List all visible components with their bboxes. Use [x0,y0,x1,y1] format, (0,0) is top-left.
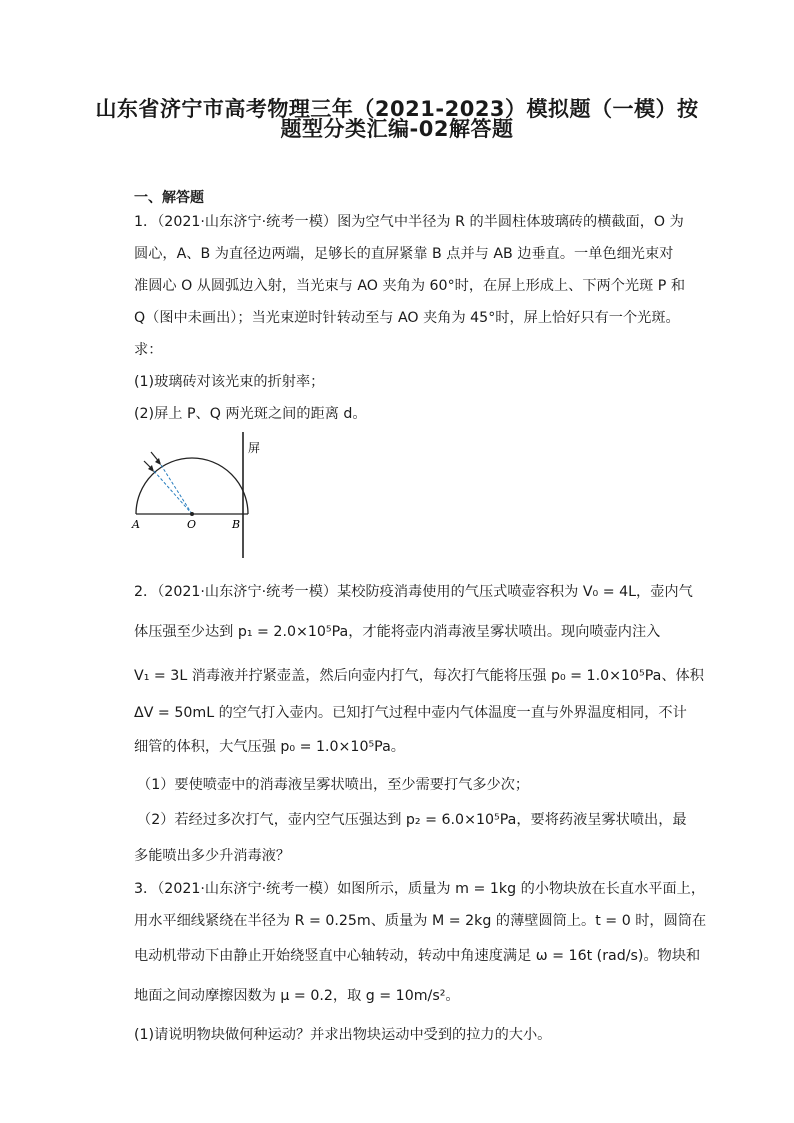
light-path-1 [154,471,192,514]
label-a: A [132,518,140,531]
page-title-line-1: 山东省济宁市高考物理三年（2021-2023）模拟题（一模）按 [95,97,699,121]
semicircle-figure [130,428,270,560]
q1-part-2: (2)屏上 P、Q 两光斑之间的距离 d。 [134,406,367,422]
q2-line-1: 2．（2021·山东济宁·统考一模）某校防疫消毒使用的气压式喷壶容积为 V₀ = 4L，壶内气 [134,584,693,600]
q1-line-4: Q（图中未画出）；当光束逆时针转动至与 AO 夹角为 45°时，屏上恰好只有一个光斑。 [134,310,680,326]
q2-line-5: 细管的体积，大气压强 p₀ = 1.0×10⁵Pa。 [134,739,405,755]
q3-line-3: 电动机带动下由静止开始绕竖直中心轴转动，转动中角速度满足 ω = 16t (rad/s)。物块和 [134,948,701,964]
q3-line-2: 用水平细线紧绕在半径为 R = 0.25m、质量为 M = 2kg 的薄壁圆筒上。t = 0 时，圆筒在 [134,913,707,929]
q1-line-2: 圆心，A、B 为直径边两端，足够长的直屏紧靠 B 点并与 AB 边垂直。一单色细光束对 [134,246,674,262]
q1-line-3: 准圆心 O 从圆弧边入射，当光束与 AO 夹角为 60°时，在屏上形成上、下两个光斑 P 和 [134,278,686,294]
light-path-2 [161,465,192,514]
page-title-line-2: 题型分类汇编-02解答题 [280,117,514,141]
q2-part-2b: 多能喷出多少升消毒液？ [134,848,291,864]
q1-line-1: 1．（2021·山东济宁·统考一模）图为空气中半径为 R 的半圆柱体玻璃砖的横截面，O 为 [134,214,684,230]
q2-line-4: ΔV = 50mL 的空气打入壶内。已知打气过程中壶内气体温度一直与外界温度相同，不计 [134,705,687,721]
label-o: O [187,518,197,531]
arrow-2-head [155,458,161,465]
q2-part-2a: （2）若经过多次打气，壶内空气压强达到 p₂ = 6.0×10⁵Pa，要将药液呈雾状喷出，最 [137,812,687,828]
section-heading: 一、解答题 [134,190,204,206]
semicircle-arc [136,458,248,514]
q2-part-1: （1）要使喷壶中的消毒液呈雾状喷出，至少需要打气多少次； [137,777,530,793]
q2-line-3: V₁ = 3L 消毒液并拧紧壶盖，然后向壶内打气，每次打气能将压强 p₀ = 1.0×10⁵Pa、体积 [134,668,704,684]
q2-line-2: 体压强至少达到 p₁ = 2.0×10⁵Pa，才能将壶内消毒液呈雾状喷出。现向喷壶内注入 [134,624,661,640]
label-b: B [232,518,241,531]
q1-part-1: (1)玻璃砖对该光束的折射率； [134,374,325,390]
q1-line-5: 求： [134,342,163,358]
q3-part-1: (1)请说明物块做何种运动？并求出物块运动中受到的拉力的大小。 [134,1027,552,1043]
q3-line-4: 地面之间动摩擦因数为 μ = 0.2，取 g = 10m/s²。 [134,988,460,1004]
label-screen: 屏 [248,441,261,455]
q3-line-1: 3．（2021·山东济宁·统考一模）如图所示，质量为 m = 1kg 的小物块放在长直水平面上， [134,881,706,897]
center-point [190,512,194,516]
